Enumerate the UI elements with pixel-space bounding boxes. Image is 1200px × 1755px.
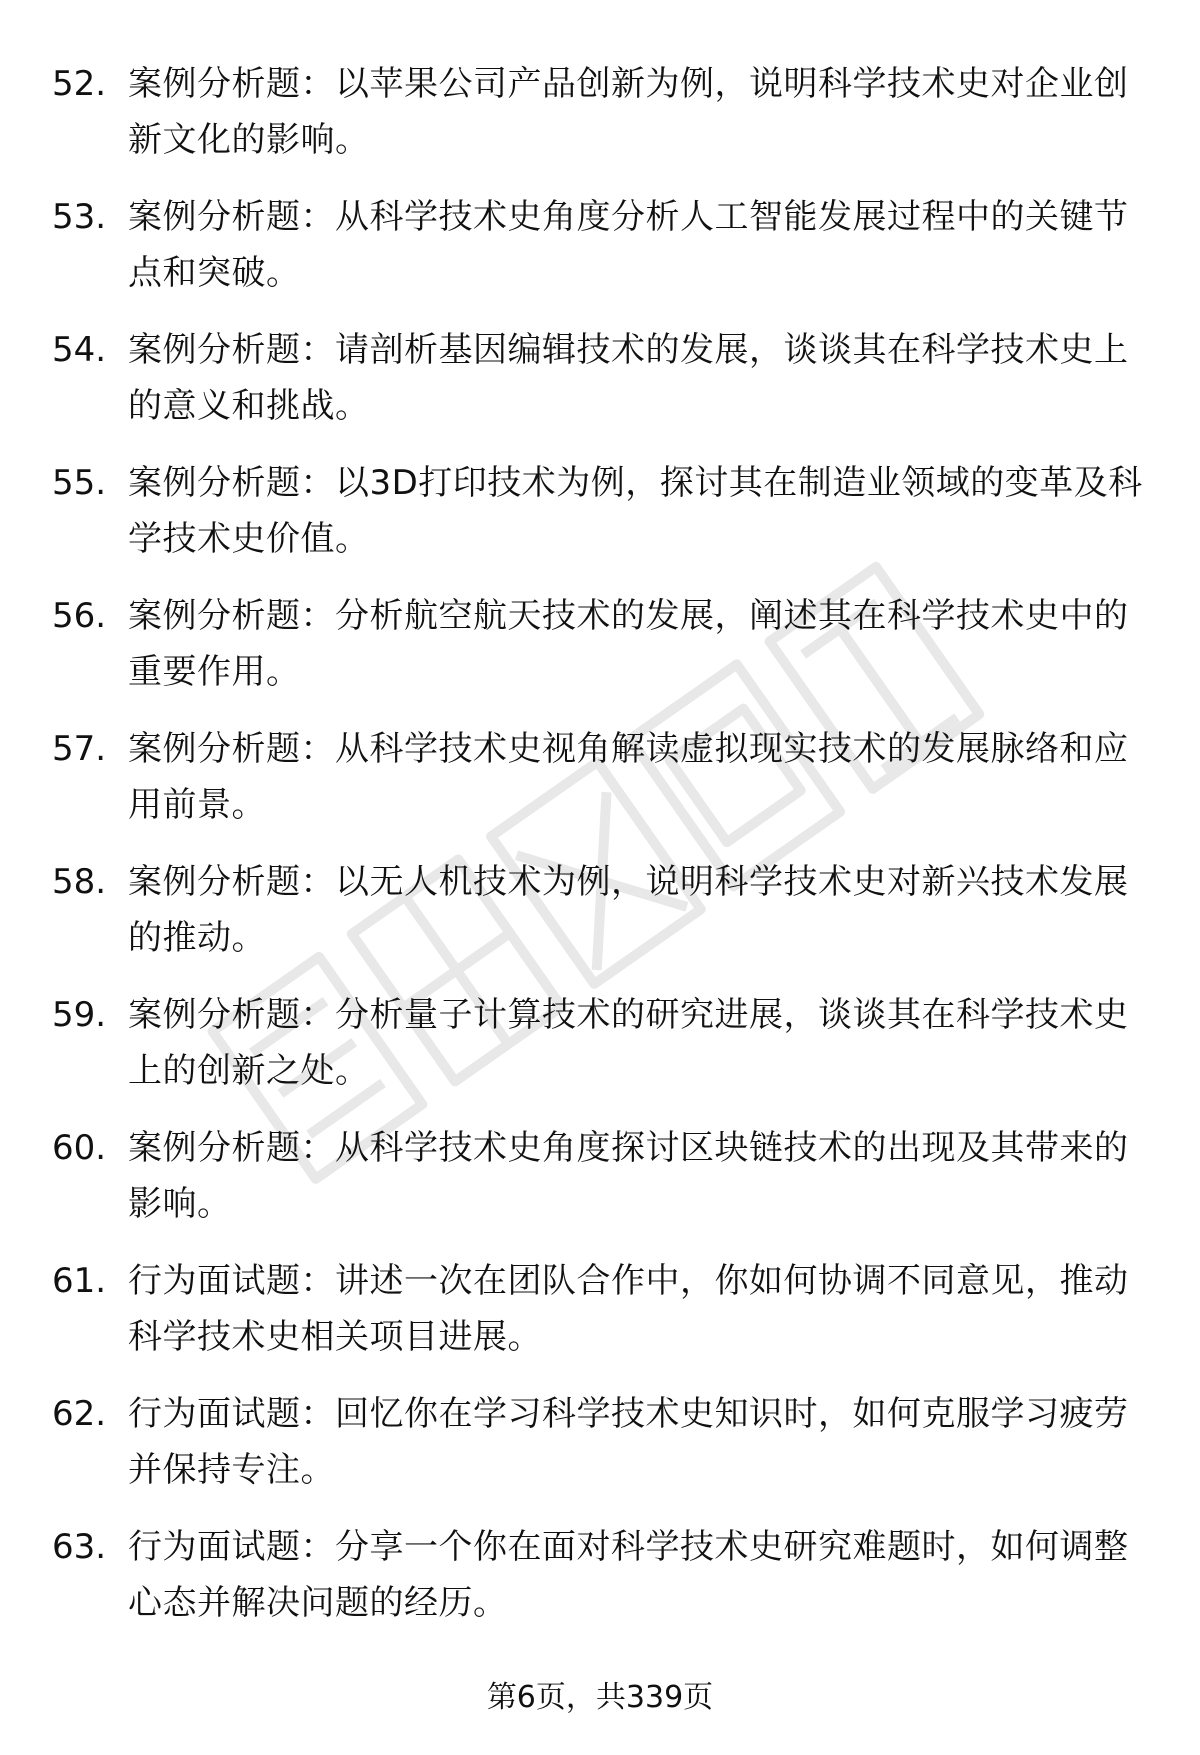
item-text: 案例分析题：从科学技术史视角解读虚拟现实技术的发展脉络和应用前景。 <box>128 729 1129 825</box>
page-number: 第6页，共339页 <box>486 1680 714 1715</box>
item-number: 57. <box>52 729 107 769</box>
item-text: 案例分析题：请剖析基因编辑技术的发展，谈谈其在科学技术史上的意义和挑战。 <box>128 330 1129 426</box>
list-item <box>0 1519 1200 1637</box>
item-text: 案例分析题：以无人机技术为例，说明科学技术史对新兴技术发展的推动。 <box>128 862 1129 958</box>
item-number: 55. <box>52 463 107 503</box>
item-text: 案例分析题：从科学技术史角度分析人工智能发展过程中的关键节点和突破。 <box>128 197 1129 293</box>
item-number: 52. <box>52 64 107 104</box>
list-item <box>0 721 1200 839</box>
item-number: 59. <box>52 995 107 1035</box>
list-item <box>0 189 1200 307</box>
question-list <box>0 56 1200 1652</box>
item-text: 案例分析题：从科学技术史角度探讨区块链技术的出现及其带来的影响。 <box>128 1128 1129 1224</box>
page-footer <box>0 1676 1200 1720</box>
item-text: 案例分析题：以3D打印技术为例，探讨其在制造业领域的变革及科学技术史价值。 <box>128 463 1143 559</box>
item-number: 53. <box>52 197 107 237</box>
list-item <box>0 1253 1200 1371</box>
list-item <box>0 987 1200 1105</box>
item-text: 行为面试题：分享一个你在面对科学技术史研究难题时，如何调整心态并解决问题的经历。 <box>128 1527 1129 1623</box>
item-number: 58. <box>52 862 107 902</box>
item-number: 60. <box>52 1128 107 1168</box>
list-item <box>0 1120 1200 1238</box>
item-number: 56. <box>52 596 107 636</box>
list-item <box>0 322 1200 440</box>
item-number: 61. <box>52 1261 107 1301</box>
item-number: 62. <box>52 1394 107 1434</box>
item-number: 63. <box>52 1527 107 1567</box>
item-text: 案例分析题：以苹果公司产品创新为例，说明科学技术史对企业创新文化的影响。 <box>128 64 1129 160</box>
item-text: 案例分析题：分析航空航天技术的发展，阐述其在科学技术史中的重要作用。 <box>128 596 1129 692</box>
item-text: 行为面试题：回忆你在学习科学技术史知识时，如何克服学习疲劳并保持专注。 <box>128 1394 1129 1490</box>
list-item <box>0 854 1200 972</box>
item-text: 案例分析题：分析量子计算技术的研究进展，谈谈其在科学技术史上的创新之处。 <box>128 995 1129 1091</box>
list-item <box>0 588 1200 706</box>
item-number: 54. <box>52 330 107 370</box>
list-item <box>0 56 1200 174</box>
item-text: 行为面试题：讲述一次在团队合作中，你如何协调不同意见，推动科学技术史相关项目进展。 <box>128 1261 1129 1357</box>
list-item <box>0 1386 1200 1504</box>
list-item <box>0 455 1200 573</box>
